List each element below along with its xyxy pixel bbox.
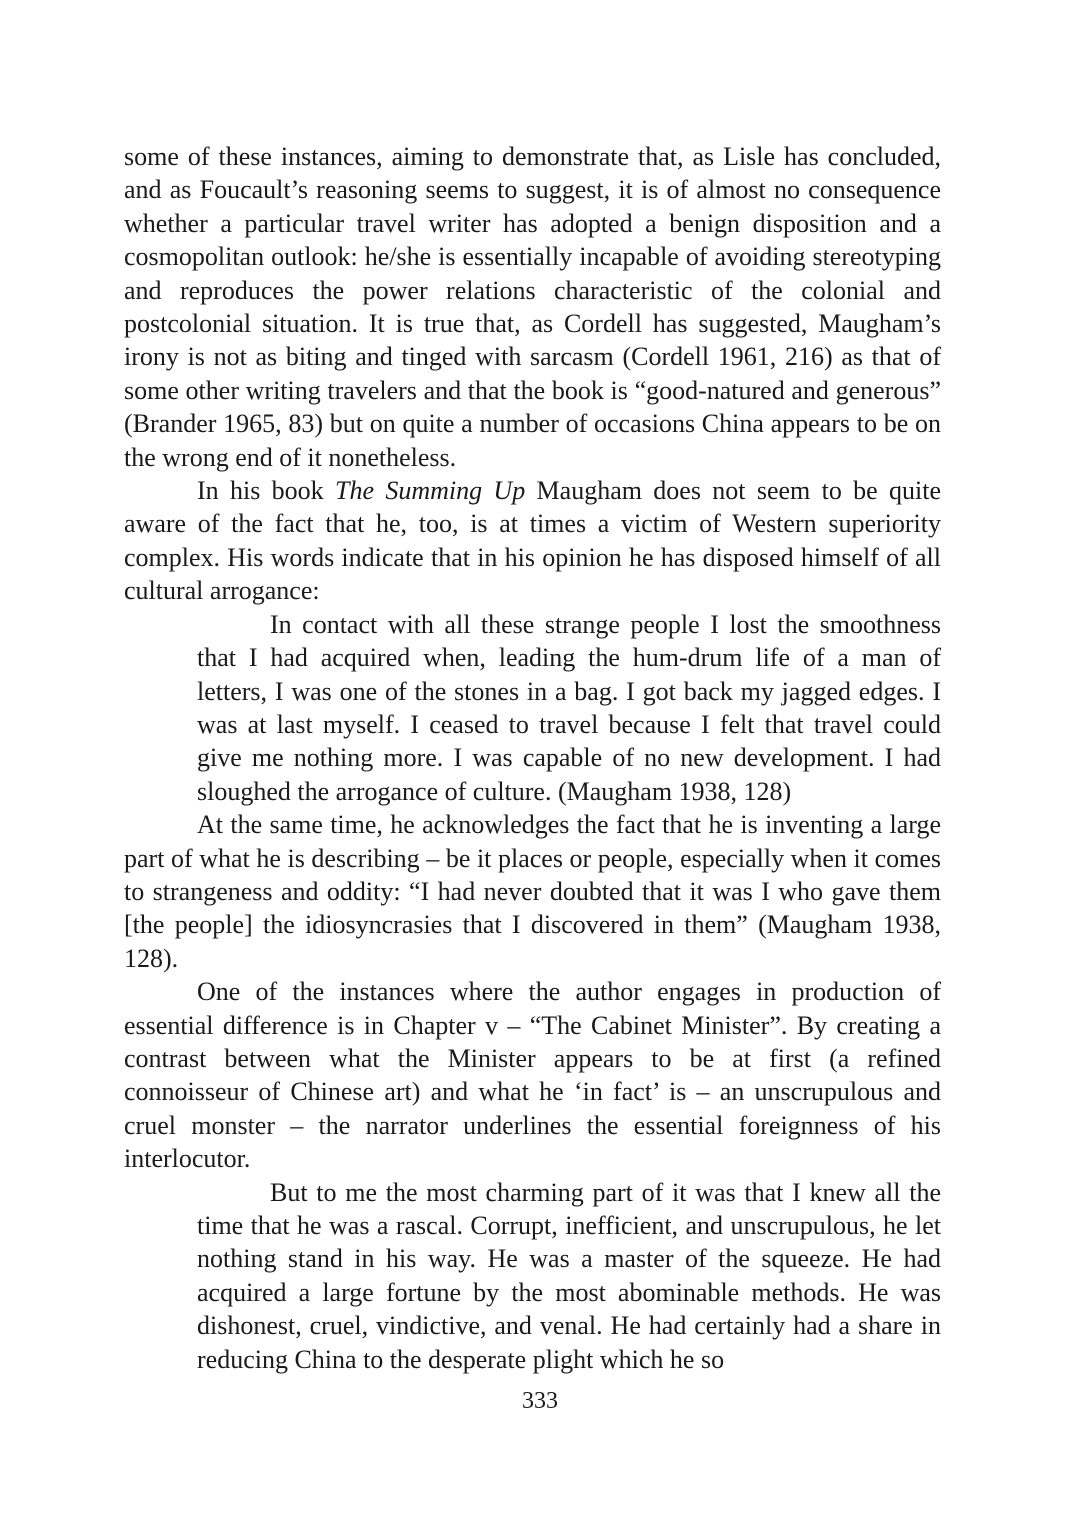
block-quote-2: But to me the most charming part of it was that I knew all the time that he was a rascal. Corrupt, inefficient, and unscrupulous, he let nothing stand in his way. He was a master of the squeeze. He had acquired a large fortune by the most abominable methods. He was dishonest, cruel, vindictive, and venal. He had certainly had a share in reducing China to the desperate plight which he so bbox=[197, 1177, 941, 1374]
paragraph-2-rest: Maugham does not seem to be quite aware of the fact that he, too, is at times a victim of Western superiority complex. His words indicate that in his opinion he has disposed himself of all cultural arrogance: bbox=[124, 476, 942, 606]
paragraph-2-lead: In his book bbox=[197, 476, 335, 506]
paragraph-2 bbox=[124, 474, 941, 608]
paragraph-4: One of the instances where the author engages in production of essential difference is in Chapter v – “The Cabinet Minister”. By creating a contrast between what the Minister appears to be at first (a refined connoisseur of Chinese art) and what he ‘in fact’ is – an unscrupulous and cruel monster – the narrator underlines the essential foreignness of his interlocutor. bbox=[124, 977, 941, 1174]
paragraph-3: At the same time, he acknowledges the fact that he is inventing a large part of what he is describing – be it places or people, especially when it comes to strangeness and oddity: “I had never doubted that it was I who gave them [the people] the idiosyncrasies that I discovered in them” (Maugham 1938, 128). bbox=[124, 810, 941, 973]
paragraph-1: some of these instances, aiming to demonstrate that, as Lisle has concluded, and as Foucault’s reasoning seems to suggest, it is of almost no consequence whether a particular travel writer has adopted a benign disposition and a cosmopolitan outlook: he/she is essentially incapable of avoiding stereotyping and reproduces the power relations characteristic of the colonial and postcolonial situation. It is true that, as Cordell has suggested, Maugham’s irony is not as biting and tinged with sarcasm (Cordell 1961, 216) as that of some other writing travelers and that the book is “good-natured and generous” (Brander 1965, 83) but on quite a number of occasions China appears to be on the wrong end of it nonetheless. bbox=[124, 142, 941, 472]
page-number: 333 bbox=[522, 1388, 558, 1414]
page-body bbox=[124, 140, 941, 1376]
block-quote-1: In contact with all these strange people I lost the smoothness that I had acquired when, leading the hum-drum life of a man of letters, I was one of the stones in a bag. I got back my jagged edges. I was at last myself. I ceased to travel because I felt that travel could give me nothing more. I was capable of no new development. I had sloughed the arrogance of culture. (Maugham 1938, 128) bbox=[197, 609, 941, 806]
book-title-summing-up: The Summing Up bbox=[335, 476, 526, 506]
